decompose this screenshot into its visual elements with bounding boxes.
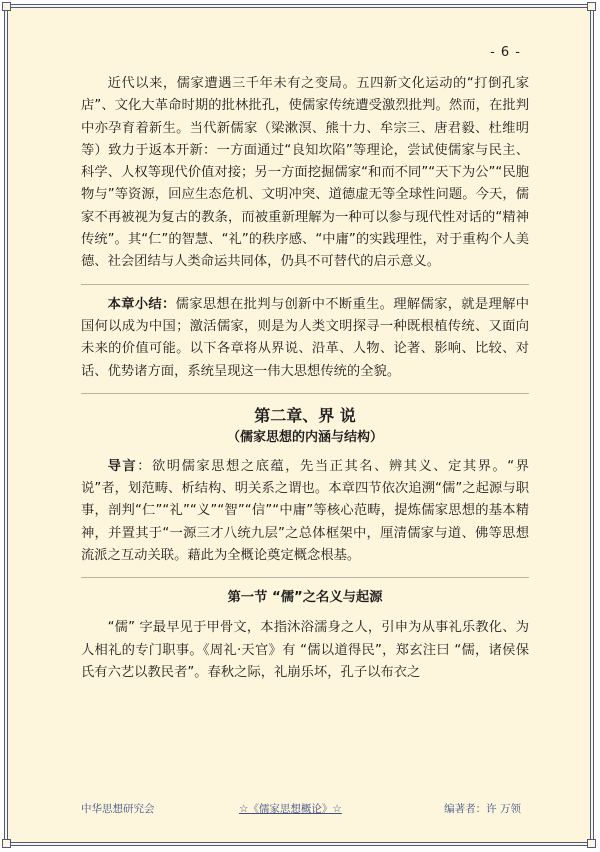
chapter-title: 第二章、界 说 <box>254 405 356 425</box>
frame-corner <box>587 2 596 11</box>
summary-text: 儒家思想在批判与创新中不断重生。理解儒家，就是理解中国何以成为中国；激活儒家，则是为人类文明探寻一种既根植传统、又面向未来的价值可能。以下各章将从界说、沿革、人物、论著、影响、比较、对话、优势诸方面，系统呈现这一伟大思想传统的全貌。 <box>81 296 530 379</box>
footer-author: 编著者：许 万领 <box>444 803 521 815</box>
page-content <box>81 73 529 684</box>
divider <box>81 284 529 285</box>
body-paragraph: “儒” 字最早见于甲骨文，本指沐浴濡身之人，引申为从事礼乐教化、为人相礼的专门职事。《周礼·天官》有 “儒以道得民”，郑玄注曰 “儒，诸侯保氏有六艺以教民者”。春秋之际，礼崩乐坏，孔子以布衣之 <box>81 620 529 680</box>
frame-corner <box>587 839 596 848</box>
summary-label: 本章小结： <box>107 296 176 312</box>
footer-book-title: ☆《儒家思想概论》☆ <box>239 803 342 815</box>
page-frame <box>4 4 594 846</box>
frame-corner <box>2 2 11 11</box>
chapter-intro <box>81 456 529 567</box>
frame-corner <box>2 839 11 848</box>
footer-organization: 中华思想研究会 <box>81 803 155 815</box>
page-number: - 6 - <box>490 45 521 60</box>
divider <box>81 393 529 394</box>
section-title: 第一节 “儒”之名义与起源 <box>227 590 383 606</box>
intro-text: ：欲明儒家思想之底蕴，先当正其名、辨其义、定其界。“界说”者，划范畴、析结构、明关系之谓也。本章四节依次追溯“儒”之起源与职事，剖判“仁”“礼”“义”“智”“信”“中庸”等核心范畴，提炼儒家思想的基本精神，并置其于“一源三才八统九层”之总体框架中，厘清儒家与道、佛等思想流派之互动关联。藉此为全概论奠定概念根基。 <box>81 458 529 564</box>
intro-label: 导言 <box>107 458 138 474</box>
chapter-subtitle: （儒家思想的内涵与结构） <box>226 429 383 445</box>
body-paragraph: 近代以来，儒家遭遇三千年未有之变局。五四新文化运动的“打倒孔家店”、文化大革命时期的批林批孔，使儒家传统遭受激烈批判。然而，在批判中亦孕育着新生。当代新儒家（梁漱溟、熊十力、牟宗三、唐君毅、杜维明等）致力于返本开新：一方面通过“良知坎陷”等理论，尝试使儒家与民主、科学、人权等现代价值对接；另一方面挖掘儒家“和而不同”“天下为公”“民胞物与”等资源，回应生态危机、文明冲突、道德虚无等全球性问题。今天，儒家不再被视为复古的教条，而被重新理解为一种可以参与现代性对话的“精神传统”。其“仁”的智慧、“礼”的秩序感、“中庸”的实践理性，对于重构个人美德、社会团结与人类命运共同体，仍具不可替代的启示意义。 <box>81 76 529 270</box>
divider <box>81 577 529 578</box>
chapter-summary <box>81 294 529 383</box>
